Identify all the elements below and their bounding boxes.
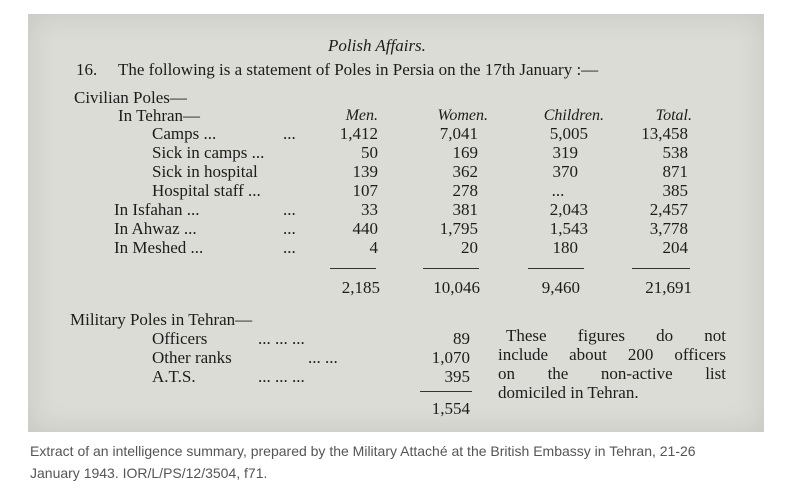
caption-line: Extract of an intelligence summary, prepared by the Military Attaché at the British Embassy in Tehran, 21-26 — [30, 443, 696, 459]
tehran-label: In Tehran— — [118, 106, 201, 125]
cell-women: 1,795 — [439, 219, 478, 238]
col-total: Total. — [655, 107, 692, 124]
military-total-rule — [420, 391, 472, 392]
cell-men: 33 — [361, 200, 378, 219]
cell-children: ... — [551, 181, 565, 200]
military-value: 1,070 — [431, 348, 470, 367]
military-dots: ... ... — [308, 348, 338, 367]
total-children: 9,460 — [541, 278, 580, 297]
document-scan — [28, 14, 764, 432]
note-line: on the non-active list — [498, 364, 726, 383]
civilian-title: Civilian Poles— — [74, 88, 187, 107]
row-label: Hospital staff ... — [152, 181, 261, 200]
military-label: A.T.S. — [152, 367, 196, 386]
cell-total: 204 — [662, 238, 688, 257]
note-line: include about 200 officers — [498, 345, 726, 364]
military-title: Military Poles in Tehran— — [70, 310, 253, 329]
note-line: domiciled in Tehran. — [498, 383, 639, 402]
cell-children: 180 — [552, 238, 578, 257]
total-men: 2,185 — [341, 278, 380, 297]
cell-women: 20 — [461, 238, 478, 257]
image-caption — [30, 440, 770, 484]
item-number: 16. — [76, 60, 98, 79]
military-dots: ... ... ... — [258, 367, 305, 386]
cell-children: 5,005 — [549, 124, 588, 143]
cell-women: 7,041 — [439, 124, 478, 143]
cell-total: 538 — [662, 143, 688, 162]
cell-children: 1,543 — [549, 219, 588, 238]
row-dots: ... — [283, 219, 296, 238]
statement: The following is a statement of Poles in Persia on the 17th January :— — [118, 60, 599, 79]
col-men: Men. — [345, 107, 378, 124]
total-total: 21,691 — [645, 278, 692, 297]
row-label: In Ahwaz ... — [114, 219, 197, 238]
cell-men: 1,412 — [339, 124, 378, 143]
cell-total: 3,778 — [649, 219, 688, 238]
note-line: These figures do not — [506, 326, 726, 345]
cell-women: 362 — [452, 162, 478, 181]
total-rule — [632, 268, 690, 269]
cell-men: 107 — [352, 181, 378, 200]
col-children: Children. — [543, 107, 604, 124]
military-dots: ... ... ... — [258, 329, 305, 348]
row-label: In Meshed ... — [114, 238, 204, 257]
cell-total: 13,458 — [641, 124, 688, 143]
cell-children: 2,043 — [549, 200, 588, 219]
total-women: 10,046 — [433, 278, 480, 297]
total-rule — [528, 268, 584, 269]
cell-women: 381 — [452, 200, 478, 219]
cell-women: 169 — [452, 143, 478, 162]
row-dots: ... — [283, 238, 296, 257]
military-value: 89 — [453, 329, 470, 348]
row-dots: ... — [283, 200, 296, 219]
caption-line: January 1943. IOR/L/PS/12/3504, f71. — [30, 465, 268, 481]
cell-men: 440 — [352, 219, 378, 238]
row-label: Camps ... — [152, 124, 217, 143]
total-rule — [423, 268, 479, 269]
cell-men: 4 — [369, 238, 378, 257]
cell-children: 319 — [552, 143, 578, 162]
cell-men: 139 — [352, 162, 378, 181]
cell-total: 871 — [662, 162, 688, 181]
military-total: 1,554 — [431, 399, 470, 418]
military-label: Other ranks — [152, 348, 232, 367]
total-rule — [330, 268, 376, 269]
col-women: Women. — [437, 107, 488, 124]
heading: Polish Affairs. — [328, 36, 426, 55]
cell-total: 385 — [662, 181, 688, 200]
military-value: 395 — [444, 367, 470, 386]
row-label: Sick in hospital — [152, 162, 258, 181]
military-label: Officers — [152, 329, 208, 348]
cell-men: 50 — [361, 143, 378, 162]
row-dots: ... — [283, 124, 296, 143]
cell-women: 278 — [452, 181, 478, 200]
cell-total: 2,457 — [649, 200, 688, 219]
row-label: In Isfahan ... — [114, 200, 200, 219]
cell-children: 370 — [552, 162, 578, 181]
row-label: Sick in camps ... — [152, 143, 265, 162]
